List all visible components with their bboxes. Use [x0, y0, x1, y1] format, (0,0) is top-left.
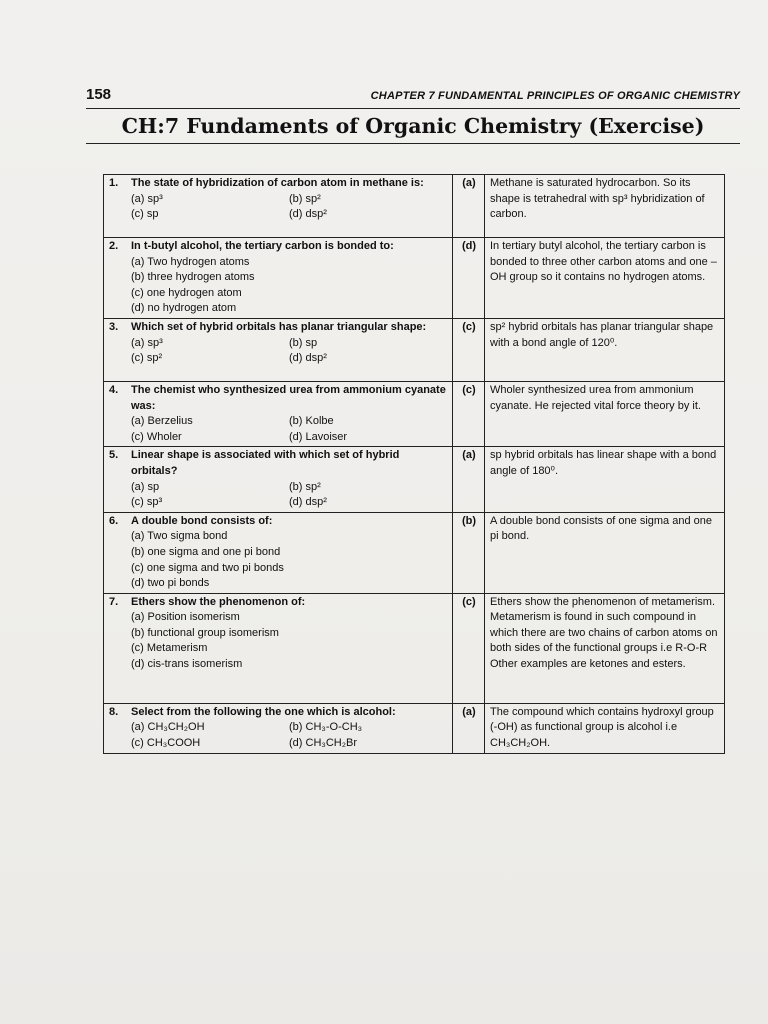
option: (c) sp² [131, 352, 163, 365]
answer-cell: (c) [453, 381, 485, 446]
question-cell [104, 593, 453, 703]
option: (d) Lavoiser [289, 430, 348, 443]
question-row [104, 318, 725, 381]
option: (c) one hydrogen atom [131, 286, 242, 299]
question-text: In t-butyl alcohol, the tertiary carbon is bonded to: [131, 240, 394, 252]
answer-cell: (d) [453, 238, 485, 319]
answer-cell: (a) [453, 447, 485, 512]
question-row [104, 593, 725, 703]
answer-cell: (b) [453, 512, 485, 593]
options-list [109, 192, 448, 223]
question-text: The chemist who synthesized urea from ammonium cyanate was: [131, 383, 446, 412]
question-cell [104, 512, 453, 593]
option: (d) two pi bonds [131, 577, 210, 590]
chapter-title: CH:7 Fundaments of Organic Chemistry (Exercise) [121, 114, 705, 138]
question-text: A double bond consists of: [131, 514, 273, 527]
option-row [131, 301, 448, 317]
page-header [86, 86, 740, 109]
options-list [109, 480, 448, 511]
options-list [109, 529, 448, 591]
option-row [131, 657, 448, 673]
option-row [131, 336, 448, 352]
question-line [109, 176, 448, 192]
option: (b) three hydrogen atoms [131, 271, 255, 284]
answer-cell: (a) [453, 703, 485, 753]
option: (c) sp³ [131, 496, 163, 509]
question-row [104, 703, 725, 753]
question-row [104, 447, 725, 512]
title-divider [86, 143, 740, 144]
question-number: 5. [109, 449, 119, 462]
explanation-cell: Methane is saturated hydrocarbon. So its shape is tetrahedral with sp³ hybridization of carbon. [485, 175, 725, 238]
option: (c) Metamerism [131, 642, 208, 655]
option-row [131, 270, 448, 286]
question-number: 2. [109, 240, 119, 252]
answer-cell: (a) [453, 175, 485, 238]
question-text: Which set of hybrid orbitals has planar triangular shape: [131, 320, 427, 333]
option-row [131, 255, 448, 271]
option-row [131, 641, 448, 657]
question-line [109, 705, 448, 721]
option: (d) dsp² [289, 208, 327, 221]
option: (d) no hydrogen atom [131, 302, 237, 315]
question-line [109, 383, 448, 414]
explanation-cell: sp hybrid orbitals has linear shape with a bond angle of 180⁰. [485, 447, 725, 512]
exercise-table [103, 174, 725, 754]
explanation-cell: Wholer synthesized urea from ammonium cyanate. He rejected vital force theory by it. [485, 381, 725, 446]
option: (a) sp³ [131, 336, 163, 349]
question-text: Linear shape is associated with which set of hybrid orbitals? [131, 449, 400, 477]
explanation-cell: In tertiary butyl alcohol, the tertiary carbon is bonded to three other carbon atoms and one –OH group so it contains no hydrogen atoms. [485, 238, 725, 319]
option: (b) functional group isomerism [131, 626, 279, 639]
option: (d) dsp² [289, 496, 327, 509]
option: (d) dsp² [289, 352, 327, 365]
option-row [131, 414, 448, 430]
question-number: 4. [109, 383, 119, 396]
option: (d) cis-trans isomerism [131, 658, 243, 671]
option: (c) one sigma and two pi bonds [131, 561, 284, 574]
question-text: Select from the following the one which is alcohol: [131, 705, 396, 718]
question-number: 3. [109, 320, 119, 333]
options-list [109, 336, 448, 367]
option: (b) sp² [289, 192, 321, 205]
option-row [131, 495, 448, 511]
question-row [104, 175, 725, 238]
option-row [131, 545, 448, 561]
question-number: 1. [109, 177, 119, 189]
page-number: 158 [86, 86, 112, 103]
option-row [131, 561, 448, 577]
option: (a) CH₃CH₂OH [131, 721, 205, 734]
question-cell [104, 238, 453, 319]
question-line [109, 239, 448, 255]
option-row [131, 430, 448, 446]
options-list [109, 414, 448, 445]
explanation-cell: The compound which contains hydroxyl group (-OH) as functional group is alcohol i.e CH₃CH₂OH. [485, 703, 725, 753]
option: (a) Two sigma bond [131, 530, 228, 543]
running-title: CHAPTER 7 FUNDAMENTAL PRINCIPLES OF ORGANIC CHEMISTRY [370, 90, 740, 102]
question-row [104, 512, 725, 593]
option: (b) CH₃-O-CH₃ [289, 721, 363, 734]
option: (a) sp³ [131, 192, 163, 205]
option-row [131, 736, 448, 752]
question-cell [104, 175, 453, 238]
question-cell [104, 703, 453, 753]
question-number: 7. [109, 595, 119, 608]
option-row [131, 576, 448, 592]
answer-cell: (c) [453, 318, 485, 381]
answer-cell: (c) [453, 593, 485, 703]
option-row [131, 286, 448, 302]
option: (a) Position isomerism [131, 611, 240, 624]
option: (b) one sigma and one pi bond [131, 545, 281, 558]
question-line [109, 514, 448, 530]
option: (c) sp [131, 208, 159, 221]
question-cell [104, 318, 453, 381]
explanation-cell: Ethers show the phenomenon of metamerism. Metamerism is found in such compound in which there are two chains of carbon atoms on both sides of the functional groups i.e R-O-R Other examples are ketones and esters. [485, 593, 725, 703]
question-row [104, 381, 725, 446]
question-cell [104, 447, 453, 512]
question-line [109, 595, 448, 611]
option: (c) Wholer [131, 430, 182, 443]
option: (b) sp [289, 336, 318, 349]
options-list [109, 610, 448, 672]
option-row [131, 610, 448, 626]
option-row [131, 529, 448, 545]
option: (b) Kolbe [289, 415, 334, 428]
option-row [131, 351, 448, 367]
question-text: The state of hybridization of carbon atom in methane is: [131, 177, 424, 189]
explanation-cell: sp² hybrid orbitals has planar triangular shape with a bond angle of 120⁰. [485, 318, 725, 381]
option: (a) Berzelius [131, 415, 193, 428]
option-row [131, 207, 448, 223]
option-row [131, 480, 448, 496]
question-line [109, 448, 448, 479]
option-row [131, 720, 448, 736]
explanation-cell: A double bond consists of one sigma and one pi bond. [485, 512, 725, 593]
option: (c) CH₃COOH [131, 736, 201, 749]
question-number: 6. [109, 514, 119, 527]
question-row [104, 238, 725, 319]
options-list [109, 720, 448, 751]
option: (b) sp² [289, 480, 321, 493]
question-number: 8. [109, 705, 119, 718]
question-line [109, 320, 448, 336]
option: (a) Two hydrogen atoms [131, 255, 250, 268]
option-row [131, 192, 448, 208]
options-list [109, 255, 448, 317]
question-text: Ethers show the phenomenon of: [131, 595, 306, 608]
option: (d) CH₃CH₂Br [289, 736, 358, 749]
option: (a) sp [131, 480, 160, 493]
question-cell [104, 381, 453, 446]
option-row [131, 626, 448, 642]
